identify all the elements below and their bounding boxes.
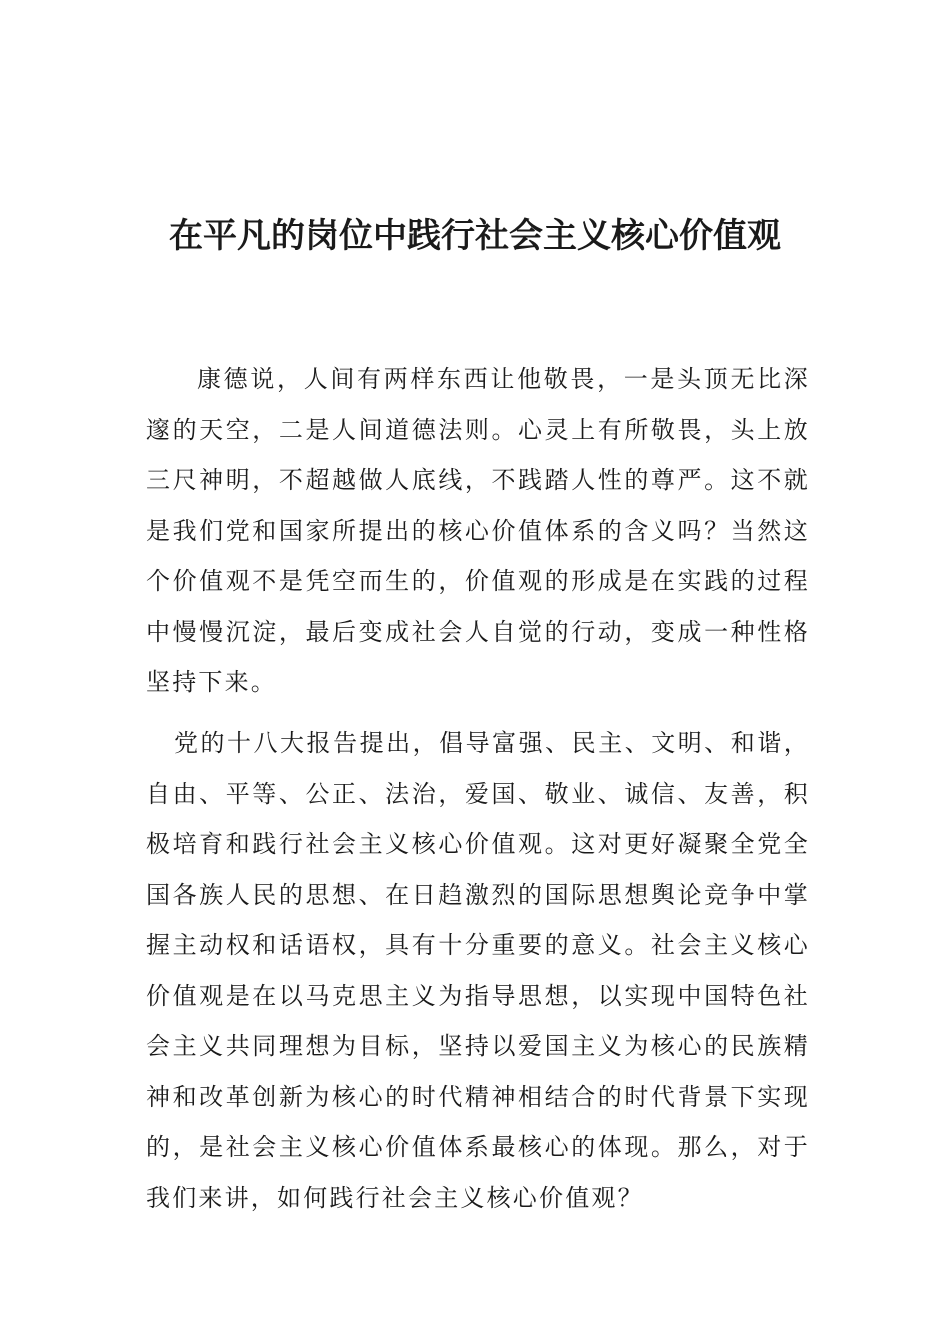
document-title: 在平凡的岗位中践行社会主义核心价值观: [169, 216, 781, 256]
paragraph-2: 党的十八大报告提出，倡导富强、民主、文明、和谐，自由、平等、公正、法治，爱国、敬业、诚信、友善，积极培育和践行社会主义核心价值观。这对更好凝聚全党全国各族人民的思想、在日趋激烈的国际思想舆论竞争中掌握主动权和话语权，具有十分重要的意义。社会主义核心价值观是在以马克思主义为指导思想，以实现中国特色社会主义共同理想为目标，坚持以爱国主义为核心的民族精神和改革创新为核心的时代精神相结合的时代背景下实现的，是社会主义核心价值体系最核心的体现。那么，对于我们来讲，如何践行社会主义核心价值观？: [146, 729, 810, 1212]
paragraph-1: 康德说，人间有两样东西让他敬畏，一是头顶无比深邃的天空，二是人间道德法则。心灵上有所敬畏，头上放三尺神明，不超越做人底线，不践踏人性的尊严。这不就是我们党和国家所提出的核心价值体系的含义吗？当然这个价值观不是凭空而生的，价值观的形成是在实践的过程中慢慢沉淀，最后变成社会人自觉的行动，变成一种性格坚持下来。: [146, 365, 810, 696]
